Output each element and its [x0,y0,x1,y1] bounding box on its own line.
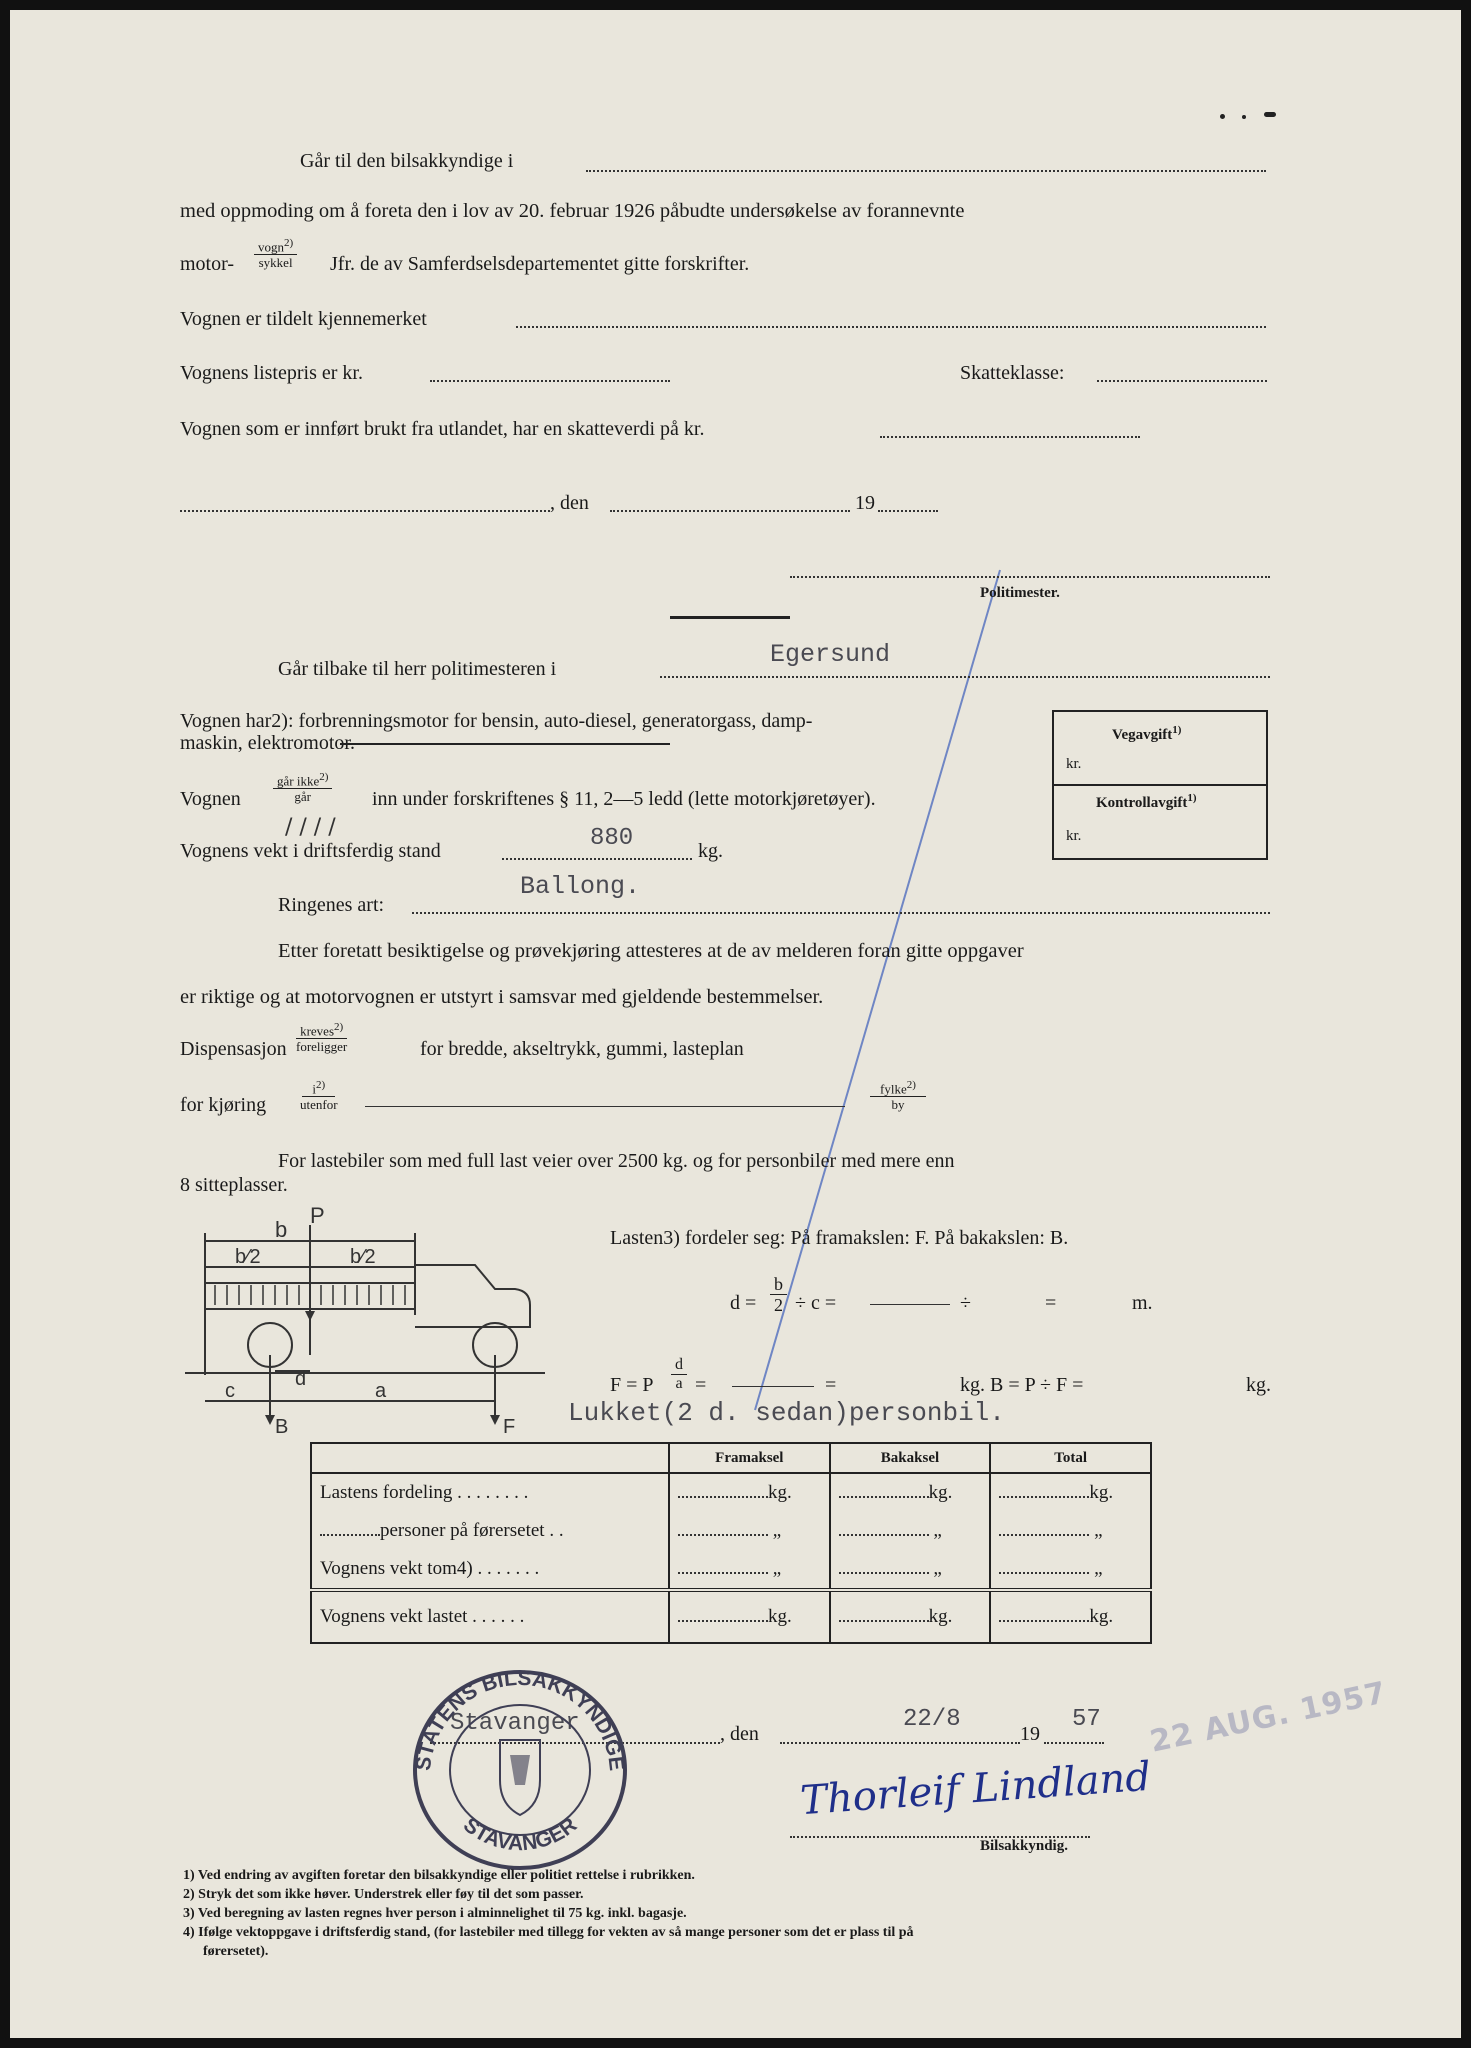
fee-box [1052,710,1268,860]
signature-place: Stavanger [450,1710,580,1737]
skatteklasse-label: Skatteklasse: [960,362,1065,384]
attest-line2: er riktige og at motorvognen er utstyrt i samsvar med gjeldende bestemmelser. [180,986,824,1008]
politimester-label: Politimester. [980,585,1060,601]
kreves: kreves [300,1023,335,1039]
signature-date-field[interactable] [780,1742,1020,1744]
listepris-field[interactable] [430,380,670,382]
seal-bottom-text: STAVANGER [458,1813,582,1856]
label-F: F [503,1416,516,1435]
lasten-text: Lasten3) fordeler seg: På framakslen: F. På bakakslen: B. [610,1227,1069,1249]
returns-to-value: Egersund [770,640,891,669]
date-stamp: 22 AUG. 1957 [1146,1675,1390,1760]
skatteverdi-field[interactable] [880,436,1140,438]
kontrollavgift-kr: kr. [1066,828,1082,844]
vegavgift-kr: kr. [1066,756,1082,772]
label-B: B [275,1416,289,1435]
d-value-line[interactable] [870,1304,950,1305]
disp-suffix: for bredde, akseltrykk, gummi, lasteplan [420,1038,744,1060]
table-row: personer på førersetet . . „ „ „ [311,1512,1151,1550]
form-page [10,10,1461,2038]
label-P: P [310,1205,325,1228]
vognen-label: Vognen [180,788,241,810]
returns-to-label: Går tilbake til herr politimesteren i [278,658,557,680]
vehicle-type: Lukket(2 d. sedan)personbil. [568,1398,1005,1428]
kontrollavgift-label: Kontrollavgift$^{1)}$ [1096,792,1197,811]
returns-to-field[interactable] [660,676,1270,678]
label-d: d [295,1368,307,1390]
row-label: Lastens fordeling . . . . . . . . [311,1473,669,1512]
den-label: , den [550,492,589,514]
truck-diagram [185,1205,565,1435]
request-line: med oppmoding om å foreta den i lov av 20. februar 1926 påbudte undersøkelse av forannevnte [180,200,965,222]
sent-to-field[interactable] [586,170,1266,172]
attest-line1: Etter foretatt besiktigelse og prøvekjøring attesteres at de av melderen foran gitte oppgaver [278,940,1024,962]
fylke-fraction: fylke$^{2)}$ by [870,1078,926,1112]
motor-num: vogn [258,239,284,255]
listepris-label: Vognens listepris er kr. [180,362,363,384]
header-total: Total [990,1443,1151,1473]
gar: går [294,789,311,805]
kg-B-text: kg. B = P ÷ F = [960,1374,1084,1396]
d-over-a: $\frac{d}{a}$ [671,1356,687,1393]
F-value-line[interactable] [732,1386,814,1387]
handwritten-signature: Thorleif Lindland [798,1753,1153,1825]
row-label: personer på førersetet . . [380,1520,564,1541]
lastebil-line1: For lastebiler som med full last veier over 2500 kg. og for personbiler med mere enn [278,1150,955,1172]
F-eq: F = P [610,1374,654,1396]
gar-strikethrough: / / / / [285,815,336,840]
table-total-row: Vognens vekt lastet . . . . . . kg. kg. kg. [311,1590,1151,1643]
label-b-half-right: b⁄2 [350,1246,376,1268]
section-divider [670,616,790,619]
seal-top-text: STATENS BILSAKKYNDIGE [411,1666,629,1772]
fylke: fylke [880,1081,907,1097]
place-field[interactable] [180,510,550,512]
gar-fraction [273,770,332,804]
gar-sup: 2) [319,771,329,783]
lastebil-line2: 8 sitteplasser. [180,1174,288,1196]
header-framaksel: Framaksel [669,1443,830,1473]
footnote-2: 2) Stryk det som ikke høver. Understrek eller føy til det som passer. [183,1887,584,1902]
table-header-row [311,1443,1151,1473]
ringenes-field[interactable] [412,912,1270,914]
header-bakaksel: Bakaksel [830,1443,991,1473]
table-row: Vognens vekt tom4) . . . . . . . „ „ „ [311,1550,1151,1590]
footnote-1: 1) Ved endring av avgiften foretar den bilsakkyndige eller politiet rettelse i rubrikken. [183,1868,695,1883]
signature-date: 22/8 [903,1706,961,1733]
kjoring-fraction: $i^{2)}$ utenfor [300,1079,338,1113]
vegavgift-label: Vegavgift$^{1)}$ [1112,724,1182,743]
motor-fraction [254,236,297,270]
kjoring-place-field[interactable] [365,1106,845,1107]
signature-year-field[interactable] [1044,1742,1104,1744]
eq-sign: = [1045,1292,1057,1314]
footnote-4: 4) Ifølge vektoppgave i driftsferdig stand, (for lastebiler med tillegg for vekten av så mange personer som det er plass til på [183,1925,914,1940]
year-label: 19 [855,492,875,514]
motor-den: sykkel [258,255,293,271]
forskrift-text: inn under forskriftenes § 11, 2—5 ledd (lette motorkjøretøyer). [372,788,876,810]
footnote-3: 3) Ved beregning av lasten regnes hver person i alminnelighet til 75 kg. inkl. bagasje. [183,1906,687,1921]
label-a: a [375,1380,387,1402]
kjennemerke-field[interactable] [516,326,1266,328]
skatteverdi-label: Vognen som er innført brukt fra utlandet, har en skatteverdi på kr. [180,418,705,440]
load-distribution-table [310,1442,1152,1644]
disp-fraction: kreves$^{2)}$ foreligger [296,1021,348,1055]
kg-end: kg. [1246,1374,1271,1396]
label-b: b [275,1217,288,1242]
kjennemerke-label: Vognen er tildelt kjennemerket [180,308,427,330]
bilsakkyndig-label: Bilsakkyndig. [980,1838,1068,1854]
eq-2: = [825,1374,837,1396]
vekt-unit: kg. [698,840,723,862]
label-c: c [225,1380,235,1402]
row-label: Vognens vekt tom4) . . . . . . . [311,1550,669,1590]
sent-to-label: Går til den bilsakkyndige i [300,150,514,172]
gar-ikke: går ikke [277,773,320,789]
motor-suffix: Jfr. de av Samferdselsdepartementet gitte forskrifter. [330,253,750,275]
signature-year: 57 [1072,1706,1101,1733]
footnote-4-cont: førersetet). [203,1944,269,1959]
signature-year-prefix: 19 [1020,1723,1040,1745]
table-row: Lastens fordeling . . . . . . . . kg. kg. kg. [311,1473,1151,1512]
b-over-2: $\frac{b}{2}$ [770,1274,787,1315]
dispensasjon-label: Dispensasjon [180,1038,287,1060]
skatteklasse-field[interactable] [1097,380,1267,382]
i-word: i [312,1081,316,1097]
div-sign: ÷ [960,1292,971,1314]
motor-type-line2: maskin, elektromotor. [180,732,355,754]
year-field[interactable] [878,510,938,512]
signature-den: , den [720,1723,759,1745]
motor-sup: 2) [284,237,294,249]
by: by [891,1097,905,1113]
ringenes-label: Ringenes art: [278,894,385,916]
minus-c: ÷ c = [795,1292,837,1314]
politimester-signature-field[interactable] [790,576,1270,578]
utenfor: utenfor [300,1097,338,1113]
date-field[interactable] [610,510,850,512]
d-eq: d = [730,1292,757,1314]
eq-1: = [695,1374,707,1396]
ringenes-value: Ballong. [520,872,641,901]
motor-type-line1: Vognen har2): forbrenningsmotor for bensin, auto-diesel, generatorgass, damp- [180,710,813,732]
vekt-value: 880 [590,825,634,852]
for-kjoring-label: for kjøring [180,1094,267,1116]
row-label: Vognens vekt lastet . . . . . . [311,1590,669,1643]
svg-text:STAVANGER [459,1813,581,1855]
motor-prefix: motor- [180,253,235,275]
label-b-half-left: b⁄2 [235,1246,261,1268]
official-seal [405,1665,635,1875]
motor-type-underline [340,743,670,745]
m-unit: m. [1132,1292,1153,1314]
foreligger: foreligger [296,1039,348,1055]
vekt-label: Vognens vekt i driftsferdig stand [180,840,441,862]
vekt-field[interactable] [502,858,692,860]
